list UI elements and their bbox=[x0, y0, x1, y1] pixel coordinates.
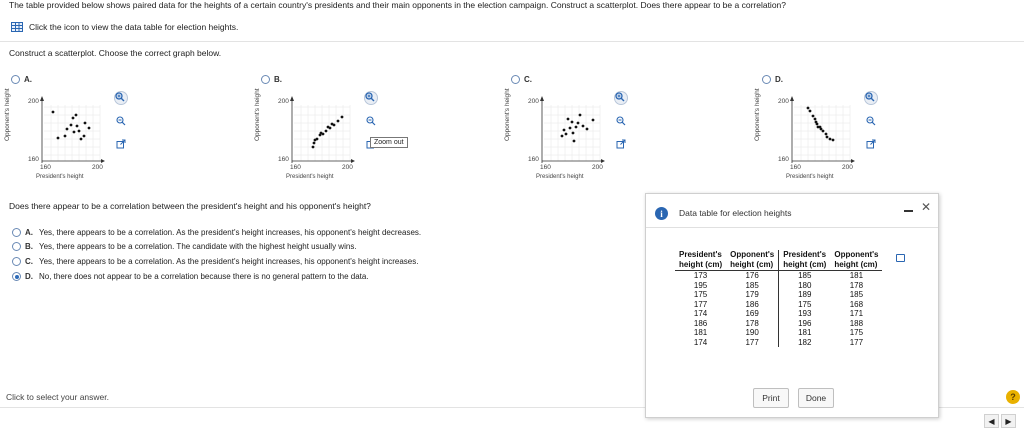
radio-a[interactable] bbox=[11, 75, 20, 84]
table-cell: 173 bbox=[693, 271, 708, 280]
table-cell: 175 bbox=[849, 328, 864, 337]
x-tick-left: 160 bbox=[290, 164, 301, 171]
table-row bbox=[675, 309, 882, 319]
answer-text: Yes, there appears to be a correlation. As the president's height increases, his opponent's height increases. bbox=[39, 257, 419, 266]
print-button[interactable]: Print bbox=[753, 388, 789, 408]
table-row bbox=[675, 300, 882, 310]
plot-a bbox=[10, 93, 110, 185]
col3-subheader: height (cm) bbox=[779, 260, 831, 271]
table-cell: 181 bbox=[849, 271, 864, 280]
col2-header: Opponent's bbox=[730, 250, 775, 259]
table-cell: 193 bbox=[779, 309, 831, 319]
table-cell: 177 bbox=[693, 299, 708, 309]
zoom-in-icon[interactable] bbox=[364, 91, 378, 105]
col3-header: President's bbox=[779, 250, 831, 260]
election-heights-table bbox=[675, 250, 882, 347]
table-cell: 177 bbox=[849, 337, 864, 347]
x-tick-right: 200 bbox=[92, 164, 103, 171]
x-tick-right: 200 bbox=[592, 164, 603, 171]
table-cell: 169 bbox=[745, 309, 759, 318]
table-cell: 174 bbox=[693, 337, 708, 347]
table-cell: 176 bbox=[745, 271, 759, 280]
table-icon[interactable] bbox=[11, 22, 23, 32]
x-tick-left: 160 bbox=[540, 164, 551, 171]
col1-subheader: height (cm) bbox=[675, 260, 726, 271]
info-icon: i bbox=[655, 207, 668, 220]
table-cell: 196 bbox=[779, 319, 831, 329]
table-cell: 177 bbox=[745, 337, 759, 347]
table-cell: 185 bbox=[779, 271, 831, 281]
next-button[interactable]: ▶ bbox=[1001, 414, 1016, 428]
graph-option-b[interactable] bbox=[261, 75, 282, 84]
answer-text: Yes, there appears to be a correlation. As the president's height increases, his opponent's height decreases. bbox=[39, 228, 422, 237]
y-tick-top: 200 bbox=[528, 98, 539, 105]
y-tick-top: 200 bbox=[278, 98, 289, 105]
y-axis-label: Opponent's height bbox=[504, 88, 511, 141]
x-axis-label: President's height bbox=[286, 174, 334, 180]
instruction: Construct a scatterplot. Choose the correct graph below. bbox=[9, 48, 222, 58]
table-row bbox=[675, 290, 882, 300]
graph-option-d-label: D. bbox=[775, 75, 783, 84]
table-cell: 186 bbox=[693, 318, 708, 328]
table-row bbox=[675, 338, 882, 348]
table-cell: 168 bbox=[849, 299, 864, 309]
table-cell: 180 bbox=[779, 281, 831, 291]
table-cell: 178 bbox=[745, 318, 759, 328]
minimize-button[interactable] bbox=[904, 207, 914, 213]
zoom-in-icon[interactable] bbox=[864, 91, 878, 105]
answer-letter: A. bbox=[25, 228, 33, 237]
table-cell: 182 bbox=[779, 338, 831, 348]
radio-d[interactable] bbox=[762, 75, 771, 84]
col1-header: President's bbox=[679, 250, 722, 259]
zoom-out-tooltip: Zoom out bbox=[370, 137, 408, 148]
radio-answer-c[interactable] bbox=[12, 257, 21, 266]
x-tick-right: 200 bbox=[842, 164, 853, 171]
y-tick-bottom: 160 bbox=[528, 156, 539, 163]
question-text: The table provided below shows paired data for the heights of a certain country's presidents and their main opponents in the election campaign. Construct a scatterplot. Does there appear to be a correlation? bbox=[9, 0, 786, 10]
zoom-out-icon[interactable] bbox=[366, 116, 378, 128]
radio-answer-a[interactable] bbox=[12, 228, 21, 237]
col4-subheader: height (cm) bbox=[830, 260, 882, 271]
table-cell: 186 bbox=[745, 299, 759, 309]
plot-d bbox=[760, 93, 860, 185]
x-axis-label: President's height bbox=[786, 174, 834, 180]
x-tick-right: 200 bbox=[342, 164, 353, 171]
close-button[interactable]: ✕ bbox=[921, 200, 932, 214]
table-row bbox=[675, 319, 882, 329]
correlation-question: Does there appear to be a correlation between the president's height and his opponent's height? bbox=[9, 201, 371, 211]
data-table-link[interactable] bbox=[11, 22, 238, 32]
divider bbox=[0, 41, 1024, 42]
answer-option-c[interactable] bbox=[12, 257, 418, 266]
x-tick-left: 160 bbox=[790, 164, 801, 171]
popup-header bbox=[646, 194, 938, 228]
table-cell: 185 bbox=[745, 280, 759, 290]
scatterplot-a bbox=[4, 88, 110, 185]
zoom-in-icon[interactable] bbox=[114, 91, 128, 105]
radio-answer-d[interactable] bbox=[12, 272, 21, 281]
table-cell: 175 bbox=[693, 290, 708, 299]
external-link-icon[interactable] bbox=[866, 139, 878, 151]
done-button[interactable]: Done bbox=[798, 388, 834, 408]
table-row bbox=[675, 271, 882, 281]
y-tick-bottom: 160 bbox=[28, 156, 39, 163]
answer-letter: B. bbox=[25, 242, 33, 251]
plot-c bbox=[510, 93, 610, 185]
graph-option-b-label: B. bbox=[274, 75, 282, 84]
y-axis-label: Opponent's height bbox=[254, 88, 261, 141]
zoom-out-icon[interactable] bbox=[116, 116, 128, 128]
graph-option-c[interactable] bbox=[511, 75, 532, 84]
table-row bbox=[675, 281, 882, 291]
radio-c[interactable] bbox=[511, 75, 520, 84]
scatterplot-b bbox=[254, 88, 360, 185]
table-cell: 190 bbox=[745, 328, 759, 337]
zoom-in-icon[interactable] bbox=[614, 91, 628, 105]
external-link-icon[interactable] bbox=[116, 139, 128, 151]
radio-answer-b[interactable] bbox=[12, 242, 21, 251]
graph-option-d[interactable] bbox=[762, 75, 783, 84]
help-icon[interactable]: ? bbox=[1006, 390, 1020, 404]
table-cell: 181 bbox=[779, 328, 831, 338]
zoom-out-icon[interactable] bbox=[866, 116, 878, 128]
table-cell: 181 bbox=[693, 328, 708, 337]
table-cell: 195 bbox=[693, 280, 708, 290]
graph-option-a[interactable] bbox=[11, 75, 32, 84]
table-cell: 179 bbox=[745, 290, 759, 299]
answer-option-b[interactable] bbox=[12, 242, 357, 251]
col4-header: Opponent's bbox=[834, 250, 879, 259]
zoom-out-icon[interactable] bbox=[616, 116, 628, 128]
col2-subheader: height (cm) bbox=[726, 260, 779, 271]
answer-letter: D. bbox=[25, 272, 33, 281]
scatterplot-d bbox=[754, 88, 860, 185]
copy-icon[interactable] bbox=[896, 254, 905, 262]
data-table-link-text[interactable]: Click the icon to view the data table for election heights. bbox=[29, 22, 239, 32]
y-axis-label: Opponent's height bbox=[754, 88, 761, 141]
table-cell: 174 bbox=[693, 309, 708, 318]
y-tick-bottom: 160 bbox=[278, 156, 289, 163]
graph-option-a-label: A. bbox=[24, 75, 32, 84]
answer-text: Yes, there appears to be a correlation. The candidate with the highest height usually wins. bbox=[39, 242, 357, 251]
y-tick-top: 200 bbox=[778, 98, 789, 105]
table-cell: 189 bbox=[779, 290, 831, 300]
answer-letter: C. bbox=[25, 257, 33, 266]
answer-text: No, there does not appear to be a correlation because there is no general pattern to the data. bbox=[39, 272, 369, 281]
data-table-popup bbox=[645, 193, 939, 418]
y-tick-top: 200 bbox=[28, 98, 39, 105]
answer-option-a[interactable] bbox=[12, 228, 421, 237]
scatterplot-c bbox=[504, 88, 610, 185]
footer-instruction: Click to select your answer. bbox=[6, 392, 109, 402]
x-axis-label: President's height bbox=[536, 174, 584, 180]
radio-b[interactable] bbox=[261, 75, 270, 84]
table-cell: 171 bbox=[849, 309, 864, 318]
external-link-icon[interactable] bbox=[616, 139, 628, 151]
graph-option-c-label: C. bbox=[524, 75, 532, 84]
table-cell: 178 bbox=[849, 280, 864, 290]
y-axis-label: Opponent's height bbox=[4, 88, 11, 141]
table-cell: 175 bbox=[779, 300, 831, 310]
table-cell: 188 bbox=[849, 318, 864, 328]
x-tick-left: 160 bbox=[40, 164, 51, 171]
plot-b bbox=[260, 93, 360, 185]
answer-option-d[interactable] bbox=[12, 272, 369, 281]
y-tick-bottom: 160 bbox=[778, 156, 789, 163]
previous-button[interactable]: ◀ bbox=[984, 414, 999, 428]
popup-title: Data table for election heights bbox=[679, 208, 792, 218]
x-axis-label: President's height bbox=[36, 174, 84, 180]
table-cell: 185 bbox=[849, 290, 864, 299]
table-row bbox=[675, 328, 882, 338]
